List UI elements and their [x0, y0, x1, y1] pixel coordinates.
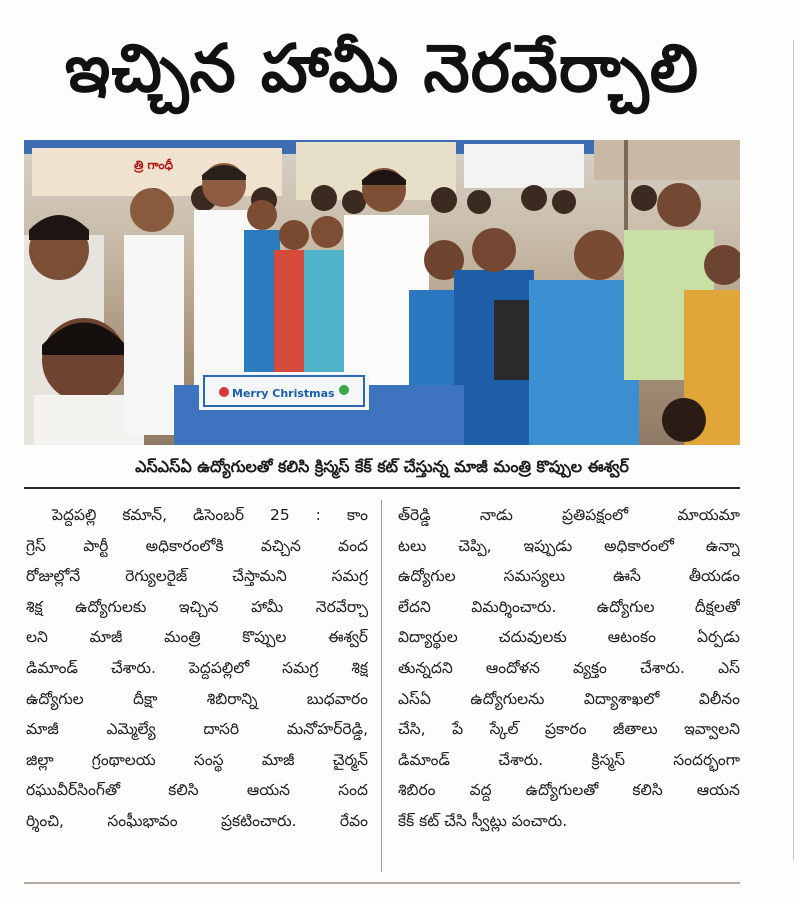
article-line: రఘువీర్‌సింగ్‌తో కలిసి ఆయన సంద	[26, 781, 368, 800]
cake-text: Merry Christmas	[232, 387, 335, 400]
article-line: మాజీ ఎమ్మెల్యే దాసరి మనోహర్‌రెడ్డి,	[26, 720, 368, 739]
banner-text: త్రి గాంధీ	[134, 158, 174, 172]
column-divider	[381, 500, 382, 872]
headline: ఇచ్చిన హామీ నెరవేర్చాలి	[64, 29, 700, 107]
news-photo	[24, 140, 740, 445]
article-line: లని మాజీ మంత్రి కొప్పుల ఈశ్వర్	[26, 628, 368, 647]
article-line: రోజుల్లోనే రెగ్యులరైజ్ చేస్తామని సమగ్ర	[26, 567, 368, 586]
article-column-left	[26, 500, 368, 837]
article-line: విద్యార్థుల చదువులకు ఆటంకం ఏర్పడు	[398, 628, 740, 647]
article-line: డిమాండ్ చేశారు. పెద్దపల్లిలో సమగ్ర శిక్ష	[26, 658, 368, 677]
page-edge-rule	[793, 40, 794, 860]
article-column-right	[398, 500, 740, 837]
article-line: ర్శించి, సంఘీభావం ప్రకటించారు. రేవం	[26, 811, 368, 830]
article-line: గ్రెస్ పార్టీ అధికారంలోకి వచ్చిన వంద	[26, 536, 368, 555]
article-line: శిబిరం వద్ద ఉద్యోగులతో కలిసి ఆయన	[398, 781, 740, 800]
article-line: లేదని విమర్శించారు. ఉద్యోగుల దీక్షలతో	[398, 597, 740, 616]
photo-caption: ఎస్ఎస్ఏ ఉద్యోగులతో కలిసి క్రిస్మస్ కేక్ కట్ చేస్తున్న మాజీ మంత్రి కొప్పుల ఈశ్వర్	[135, 456, 629, 476]
bottom-rule	[24, 882, 740, 884]
article-line: ఉద్యోగుల సమస్యలు ఊసే తీయడం	[398, 567, 740, 586]
caption-rule	[24, 487, 740, 489]
article-line: జిల్లా గ్రంథాలయ సంస్థ మాజీ చైర్మన్	[26, 750, 368, 769]
article-line: చేసి, పే స్కేల్ ప్రకారం జీతాలు ఇవ్వాలని	[398, 720, 740, 739]
article-line: టలు చెప్పి, ఇప్పుడు అధికారంలో ఉన్నా	[398, 536, 740, 555]
article-line: పెద్దపల్లి కమాన్, డిసెంబర్ 25 : కాం	[52, 506, 368, 524]
article-line: త్‌రెడ్డి నాడు ప్రతిపక్షంలో మాయమా	[398, 506, 740, 524]
article-line: ఎస్ఏ ఉద్యోగులను విద్యాశాఖలో విలీనం	[398, 689, 740, 708]
article-line: శిక్ష ఉద్యోగులకు ఇచ్చిన హామీ నెరవేర్చా	[26, 597, 368, 616]
article-line: తున్నదని ఆందోళన వ్యక్తం చేశారు. ఎస్	[398, 658, 740, 677]
banner-far-right	[594, 140, 740, 180]
banner-right	[464, 144, 584, 188]
article-line: డిమాండ్ చేశారు. క్రిస్మస్ సందర్భంగా	[398, 750, 740, 769]
article-line: ఉద్యోగుల దీక్షా శిబిరాన్ని బుధవారం	[26, 689, 368, 708]
article-line: కేక్ కట్ చేసి స్వీట్లు పంచారు.	[398, 811, 568, 830]
photo-illustration	[24, 140, 740, 445]
